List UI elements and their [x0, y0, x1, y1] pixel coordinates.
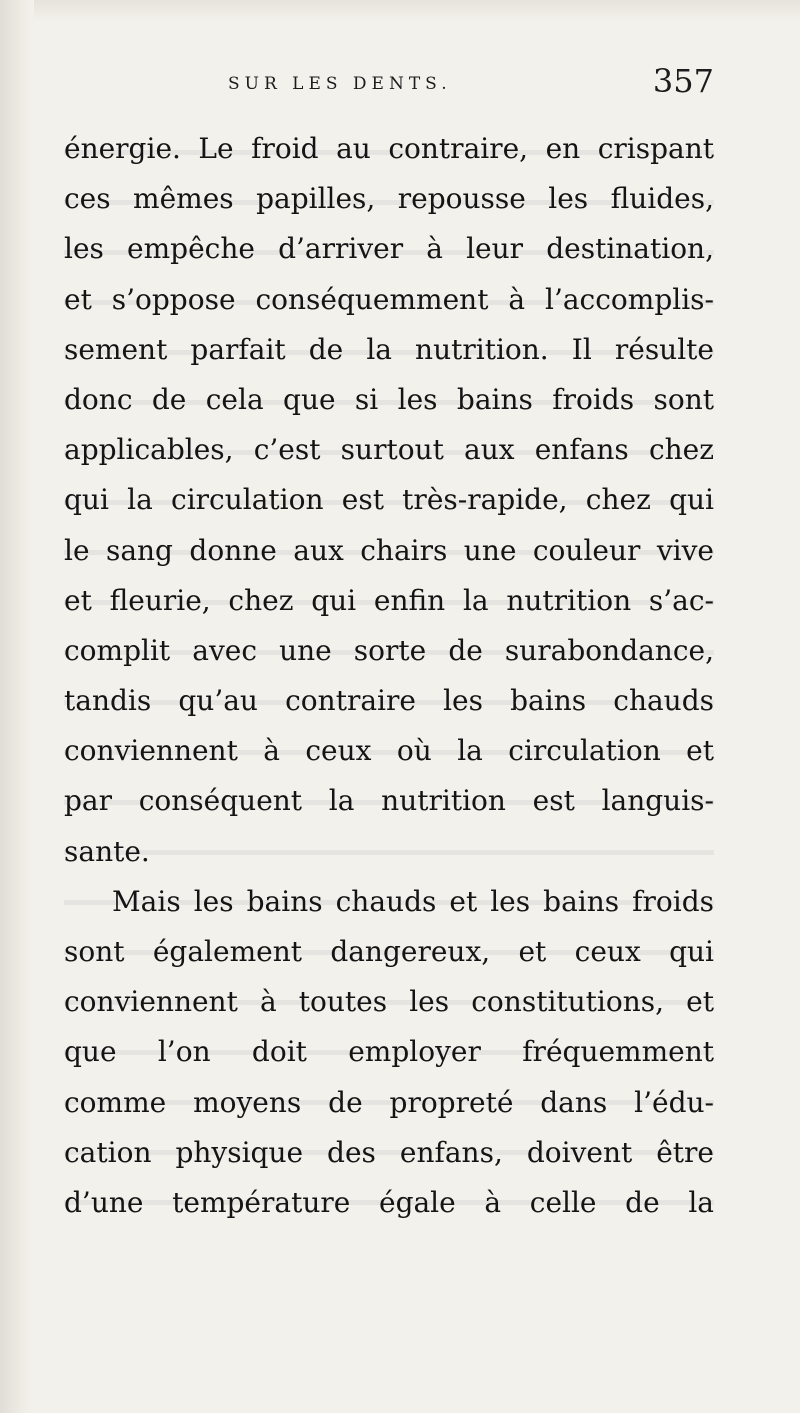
text-line: conviennent à ceux où la circulation et [64, 734, 714, 768]
text-line: par conséquent la nutrition est languis- [64, 784, 714, 818]
text-line: sement parfait de la nutrition. Il résulte [64, 332, 714, 366]
text-line-paragraph-start: Mais les bains chauds et les bains froids [112, 884, 714, 918]
text-line: énergie. Le froid au contraire, en crispant [64, 132, 714, 165]
text-line: complit avec une sorte de surabondance, [64, 633, 714, 667]
text-line: donc de cela que si les bains froids sont [64, 382, 714, 416]
text-line: et fleurie, chez qui enfin la nutrition s’ac- [64, 583, 714, 617]
text-line: conviennent à toutes les constitutions, et [64, 985, 714, 1019]
text-line: que l’on doit employer fréquemment [64, 1035, 714, 1069]
page-binding-edge [0, 0, 34, 1413]
text-line: sont également dangereux, et ceux qui [64, 935, 714, 968]
text-line: ces mêmes papilles, repousse les fluides, [64, 182, 714, 216]
text-line: qui la circulation est très-rapide, chez qui [64, 483, 714, 517]
body-text [64, 124, 714, 1228]
running-head: SUR LES DENTS. [228, 74, 452, 94]
text-line: d’une température égale à celle de la [64, 1185, 714, 1219]
text-line-paragraph-end: sante. [64, 834, 150, 868]
text-line: les empêche d’arriver à leur destination, [64, 232, 714, 266]
page-top-edge [0, 0, 800, 22]
text-line: le sang donne aux chairs une couleur vive [64, 533, 714, 567]
page-header [228, 62, 714, 102]
page-number: 357 [652, 62, 714, 100]
text-line: tandis qu’au contraire les bains chauds [64, 684, 714, 718]
text-line: comme moyens de propreté dans l’édu- [64, 1085, 714, 1119]
text-line: et s’oppose conséquemment à l’accomplis- [64, 282, 714, 316]
text-line: applicables, c’est surtout aux enfans chez [64, 433, 714, 467]
text-line: cation physique des enfans, doivent être [64, 1135, 714, 1169]
